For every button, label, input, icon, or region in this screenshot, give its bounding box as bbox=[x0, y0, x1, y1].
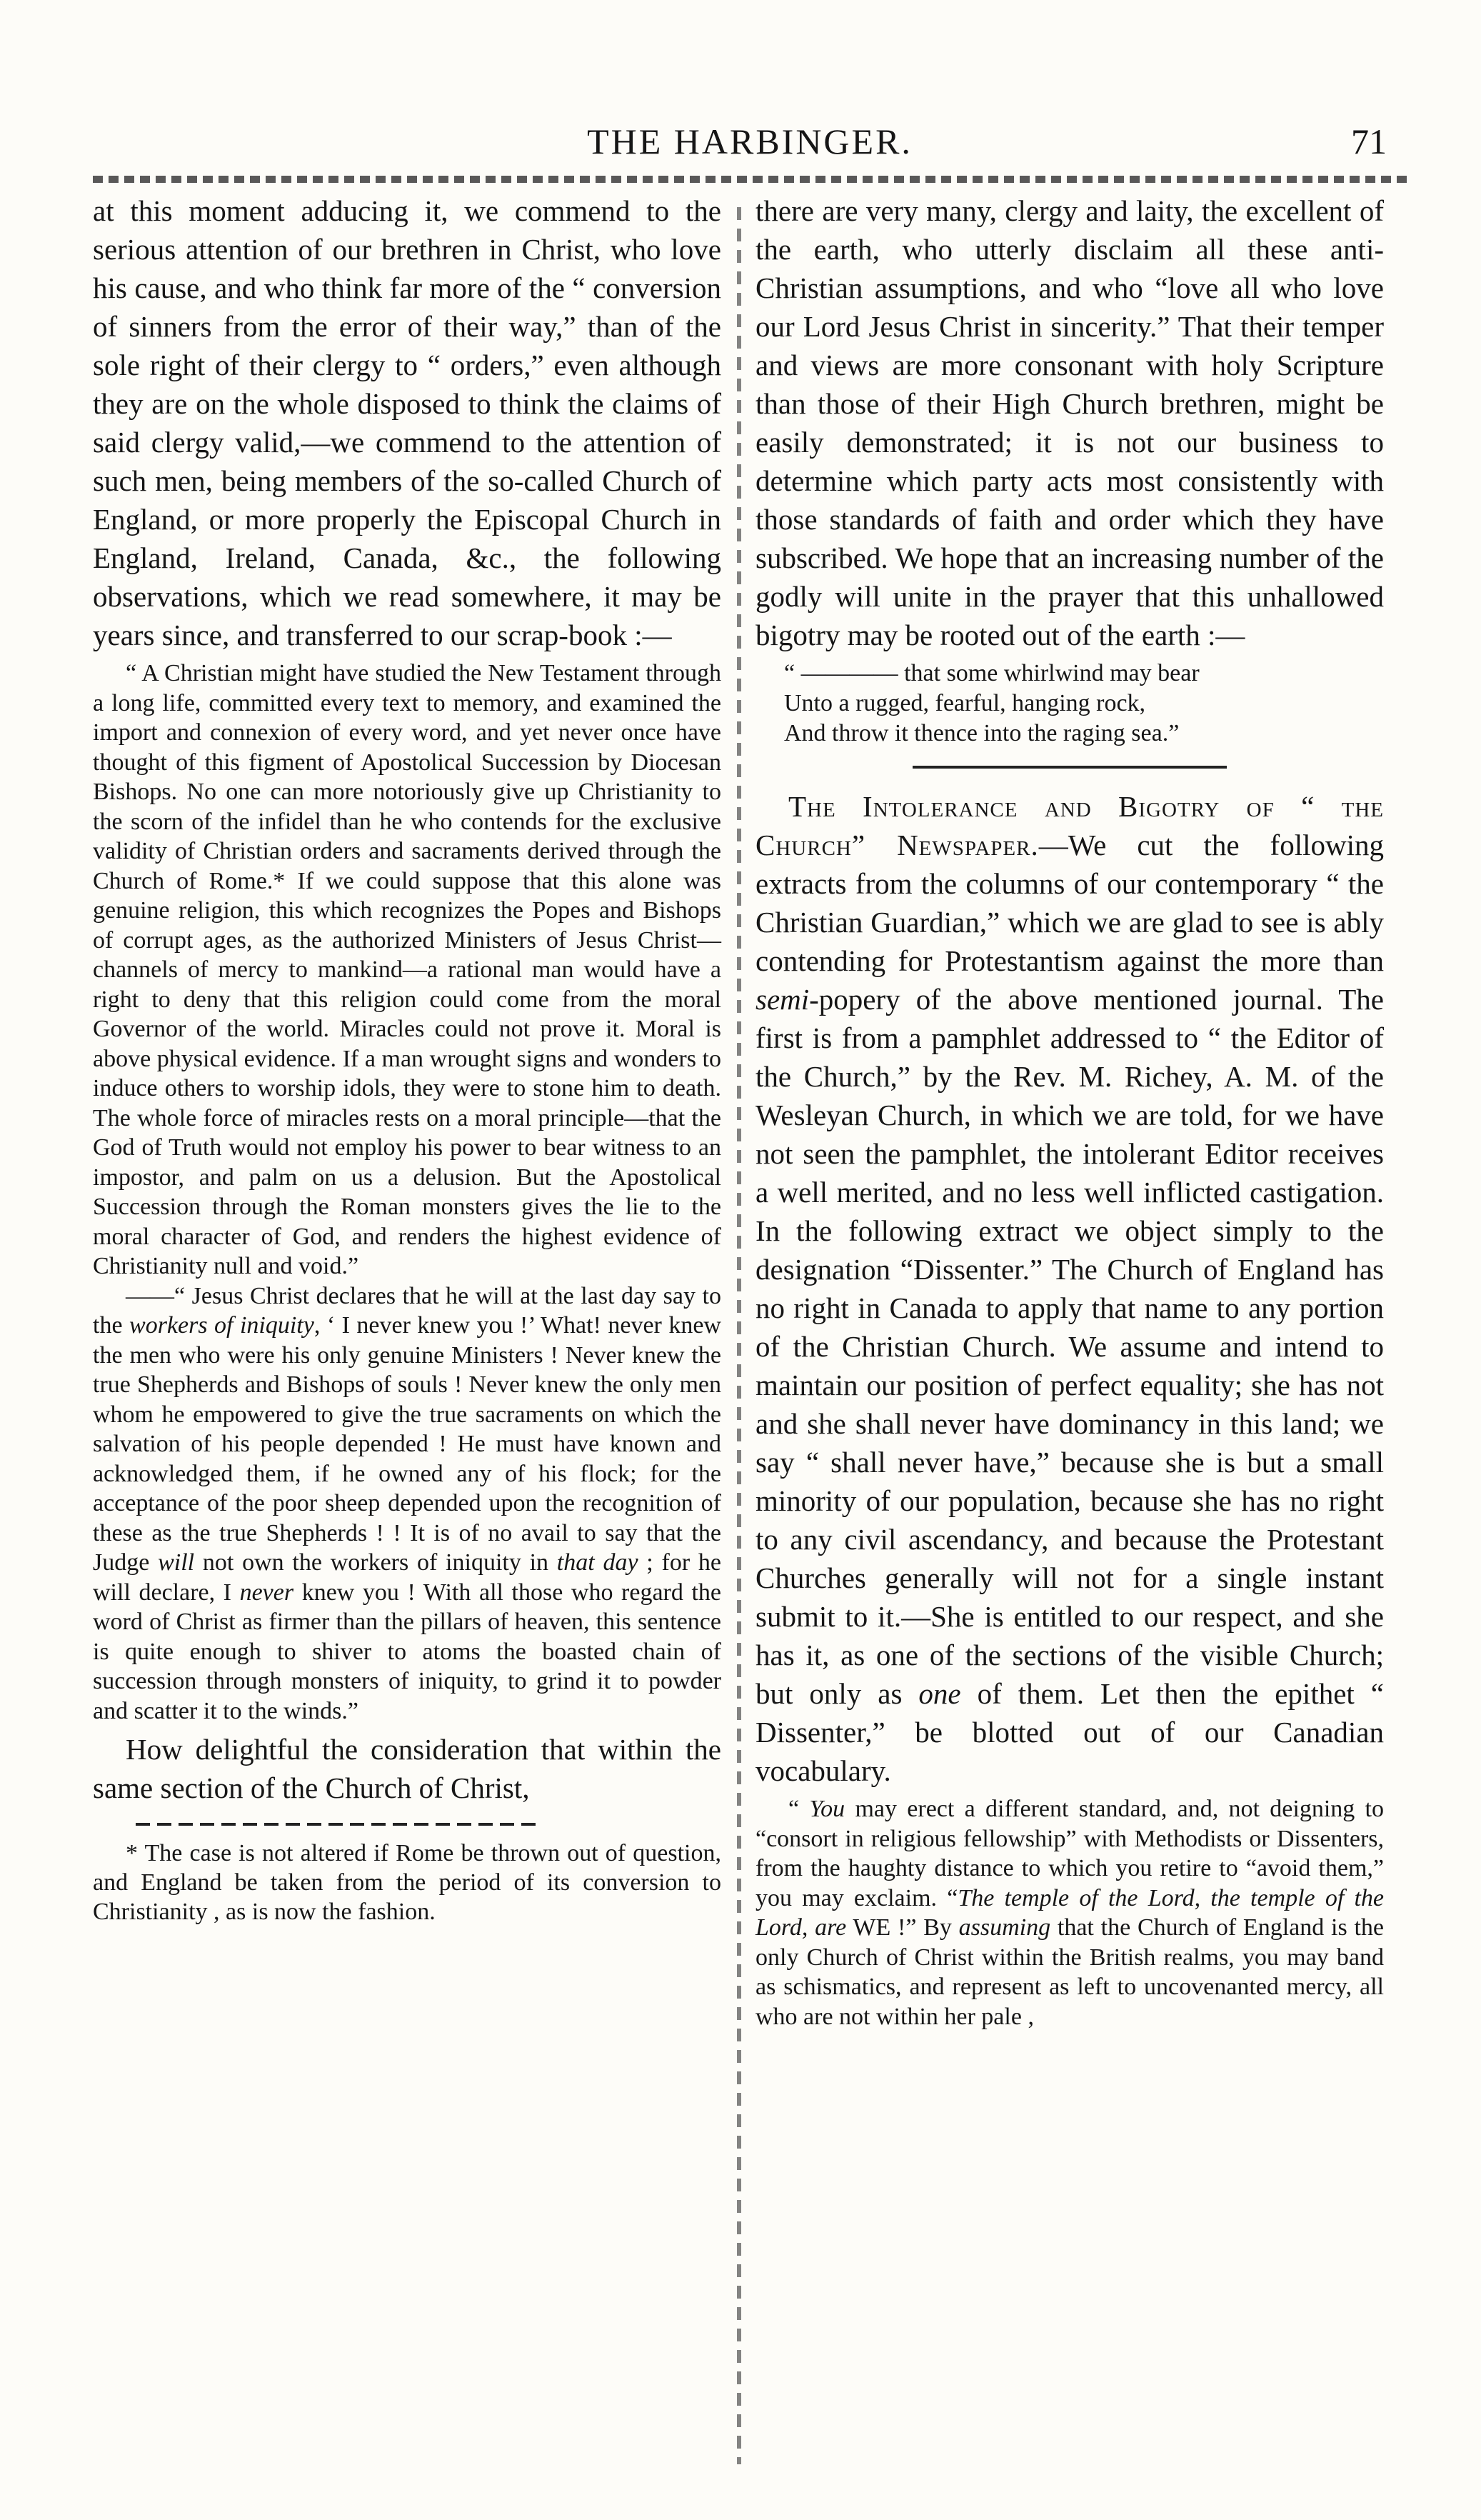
left-paragraph-2: How delightful the consideration that within the same section of the Church of Christ, bbox=[93, 1733, 721, 1804]
quote-text: ; for he will declare, I bbox=[93, 1549, 722, 1606]
quote-text: not own the workers of iniquity in bbox=[194, 1549, 557, 1576]
page-number: 71 bbox=[1351, 121, 1387, 161]
quote-italic: assuming bbox=[958, 1914, 1051, 1941]
section-rule bbox=[913, 766, 1227, 769]
paragraph-italic: one bbox=[918, 1677, 961, 1710]
quote-italic: that day bbox=[556, 1549, 638, 1576]
verse-quote bbox=[784, 659, 1384, 749]
right-column bbox=[755, 191, 1384, 2031]
left-quote-2 bbox=[93, 1281, 721, 1726]
quote-italic: You bbox=[809, 1796, 845, 1822]
section-heading: The Intolerance and Bigotry of “ the Church” Newspaper. bbox=[755, 790, 1384, 861]
quote-text: that the Church of England is the only Church of Christ within the British realms, you may band as schismatics, and represent as left to uncovenanted mercy, all who are not within her pale , bbox=[755, 1914, 1384, 2030]
quote-text: may erect a different standard, and, not deigning to “consort in religious fellowship” with Methodists or Dissenters, from the haughty distance to which you retire to “avoid them,” you may exclaim. “ bbox=[755, 1796, 1385, 1911]
paragraph-text: of them. Let then the epithet “ Dissenter,” be blotted out of our Canadian vocabulary. bbox=[755, 1677, 1384, 1787]
column-separator bbox=[737, 207, 741, 2464]
left-paragraph-1: at this moment adducing it, we commend to the serious attention of our brethren in Christ, who love his cause, and who think far more of the “ conversion of sinners from the error of their way,” than of the sole right of their clergy to “ orders,” even although they are on the whole disposed to think the claims of said clergy valid,—we commend to the attention of such men, being members of the so-called Church of England, or more properly the Episcopal Church in England, Ireland, Canada, &c., the following observations, which we read somewhere, it may be years since, and transferred to our scrap-book :— bbox=[93, 194, 721, 651]
quote-italic: The temple of the Lord, the temple of the Lord, are bbox=[755, 1884, 1385, 1941]
running-title: THE HARBINGER. bbox=[587, 121, 913, 161]
quote-italic: never bbox=[239, 1579, 294, 1606]
right-quote bbox=[755, 1794, 1384, 2031]
paragraph-text: —We cut the following extracts from the columns of our contemporary “ the Christian Guardian,” which we are glad to see is ably contending for Protestantism against the more than bbox=[755, 829, 1384, 977]
quote-text: “ bbox=[788, 1796, 810, 1822]
footnote: * The case is not altered if Rome be thrown out of question, and England be taken from the period of its conversion to Christianity , as is now the fashion. bbox=[93, 1840, 721, 1925]
quote-text: , ‘ I never knew you !’ What! never knew the men who were his only genuine Ministers ! Never knew the true Shepherds and Bishops of souls ! Never knew the only men whom he empowered to give the true sacraments on which the salvation of his people depended ! He must have known and acknowledged them, if he owned any of his flock; for the acceptance of the poor sheep depended upon the recognition of these as the true Shepherds ! ! It is of no avail to say that the Judge bbox=[93, 1312, 721, 1576]
verse-line: Unto a rugged, fearful, hanging rock, bbox=[784, 690, 1146, 716]
page-header bbox=[93, 120, 1407, 177]
header-rule bbox=[93, 176, 1407, 183]
verse-line: And throw it thence into the raging sea.” bbox=[784, 720, 1180, 746]
verse-line: “ ———— that some whirlwind may bear bbox=[784, 660, 1200, 686]
quote-italic: workers of iniquity bbox=[129, 1312, 314, 1339]
footnote-rule bbox=[136, 1823, 536, 1826]
right-paragraph-1: there are very many, clergy and laity, the excellent of the earth, who utterly disclaim all these anti-Christian assumptions, and who “love all who love our Lord Jesus Christ in sincerity.” That their temper and views are more consonant with holy Scripture than those of their High Church brethren, might be easily demonstrated; it is not our business to determine which party acts most consistently with those standards of faith and order which they have subscribed. We hope that an increasing number of the godly will unite in the prayer that this unhallowed bigotry may be rooted out of the earth :— bbox=[755, 194, 1384, 651]
left-quote-1: “ A Christian might have studied the New Testament through a long life, committed every text to memory, and examined the import and connexion of every word, and yet never once have thought of this figment of Apostolical Succession by Diocesan Bishops. No one can more notoriously give up Christianity to the scorn of the infidel than he who contends for the exclusive validity of Christian orders and sacraments derived through the Church of Rome.* If we could suppose that this alone was genuine religion, this which recognizes the Popes and Bishops of corrupt ages, as the authorized Ministers of Jesus Christ—channels of mercy to mankind—a rational man would have a right to deny that this religion could come from the moral Governor of the world. Miracles could not prove it. Moral is above physical evidence. If a man wrought signs and wonders to induce others to worship idols, they were to stone him to death. The whole force of miracles rests on a moral principle—that the God of Truth would not employ his power to bear witness to an impostor, and palm on us a delusion. But the Apostolical Succession through the Roman monsters gives the lie to the moral character of God, and renders the highest evidence of Christianity null and void.” bbox=[93, 660, 721, 1279]
paragraph-italic: semi bbox=[755, 983, 810, 1016]
quote-text: knew you ! With all those who regard the word of Christ as firmer than the pillars of heaven, this sentence is quite enough to shiver to atoms the boasted chain of succession through monsters of iniquity, to grind it to powder and scatter it to the winds.” bbox=[93, 1579, 721, 1724]
paragraph-text: -popery of the above mentioned journal. The first is from a pamphlet addressed to “ the Editor of the Church,” by the Rev. M. Richey, A. M. of the Wesleyan Church, in which we are told, for we have not seen the pamphlet, the intolerant Editor receives a well merited, and no less well inflicted castigation. In the following extract we object simply to the designation “Dissenter.” The Church of England has no right in Canada to apply that name to any portion of the Christian Church. We assume and intend to maintain our position of perfect equality; she has not and she shall never have dominancy in this land; we say “ shall never have,” because she is but a small minority of our population, because she has no right to any civil ascendancy, and because the Protestant Churches generally will not for a single instant submit to it.—She is entitled to our respect, and she has it, as one of the sections of the visible Church; but only as bbox=[755, 983, 1384, 1710]
quote-italic: will bbox=[158, 1549, 195, 1576]
quote-text: WE !” By bbox=[846, 1914, 959, 1941]
right-paragraph-2 bbox=[755, 787, 1384, 1790]
left-column bbox=[93, 191, 721, 1926]
quote-text: ——“ Jesus Christ declares that he will at the last day say to the bbox=[93, 1282, 721, 1339]
